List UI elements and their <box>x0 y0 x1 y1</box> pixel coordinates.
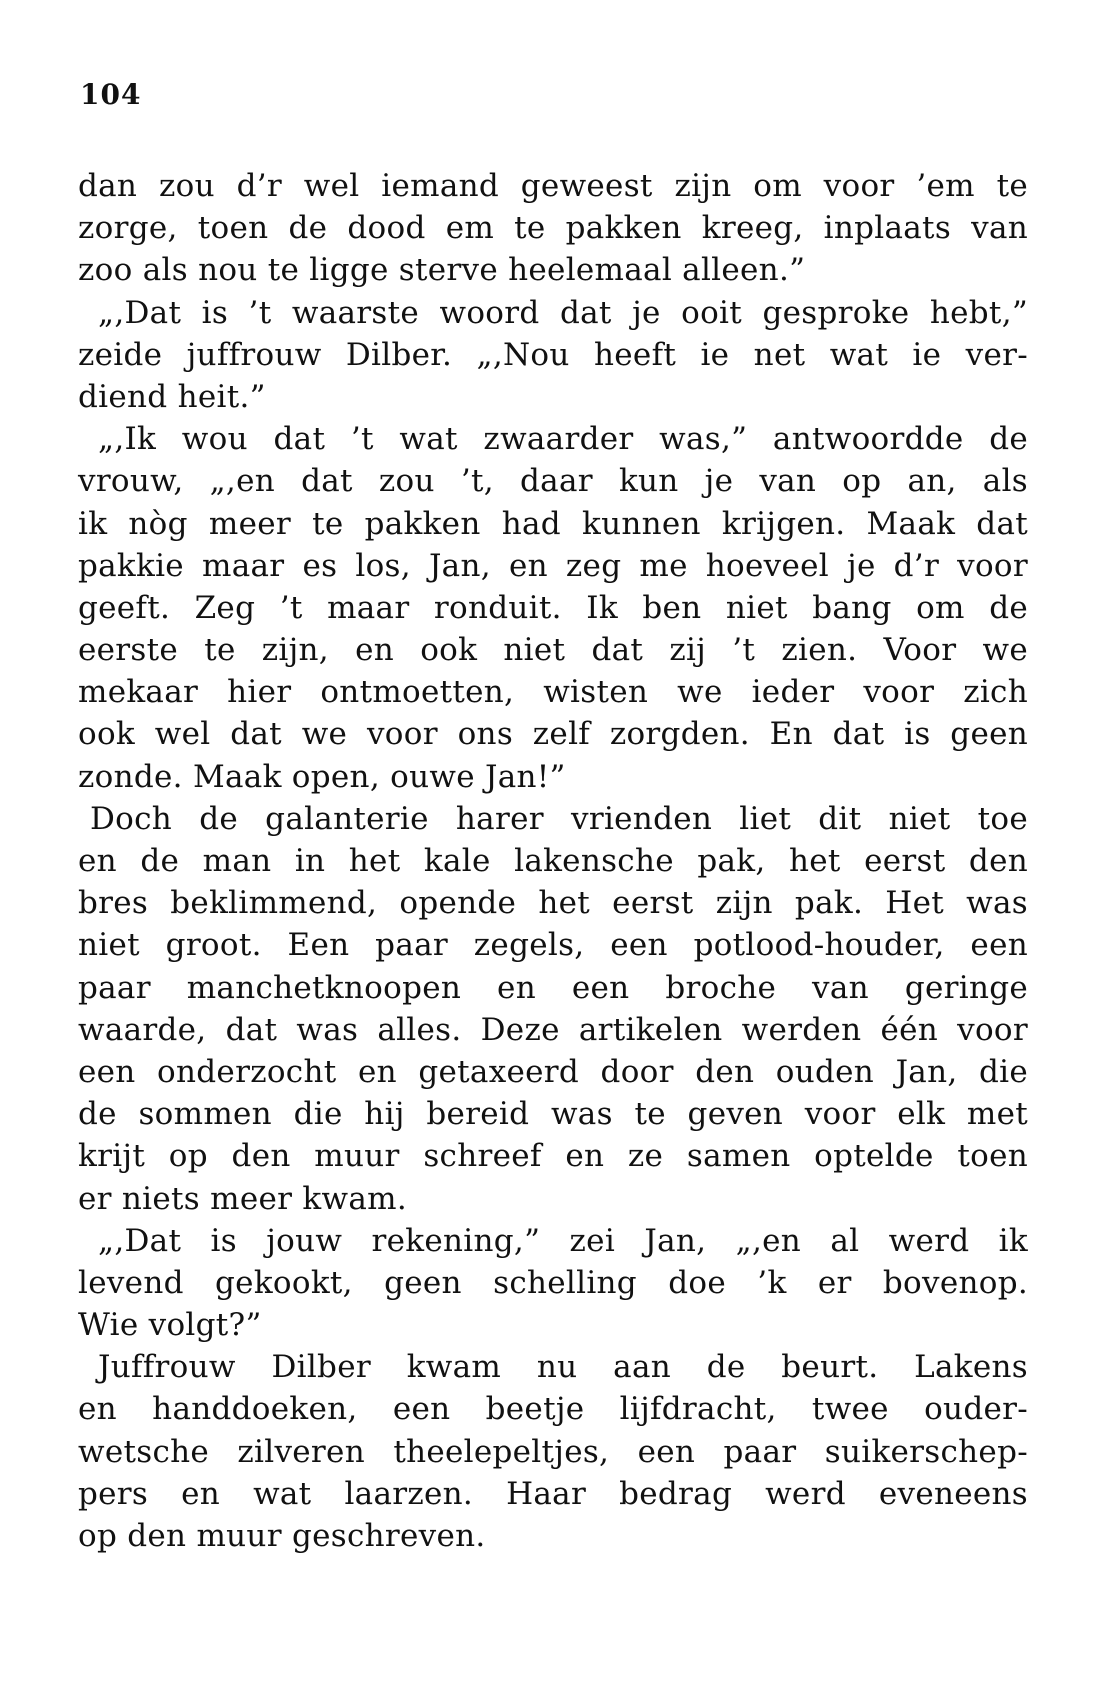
text-line: een onderzocht en getaxeerd door den ouden Jan, die <box>78 1053 1028 1090</box>
body-text <box>78 165 1028 1557</box>
text-line: en de man in het kale lakensche pak, het eerst den <box>78 843 1028 879</box>
text-line: zeide juffrouw Dilber. „,Nou heeft ie net wat ie ver- <box>78 336 1028 373</box>
text-line: en handdoeken, een beetje lijfdracht, twee ouder- <box>78 1391 1028 1428</box>
text-line: „,Dat is jouw rekening,” zei Jan, „,en al werd ik <box>98 1222 1028 1259</box>
text-line: „,Ik wou dat ’t wat zwaarder was,” antwoordde de <box>98 421 1028 458</box>
text-line: diend heit.” <box>78 378 266 415</box>
text-line: „,Dat is ’t waarste woord dat je ooit gesproke hebt,” <box>98 294 1028 331</box>
text-line: krijt op den muur schreef en ze samen optelde toen <box>78 1138 1028 1175</box>
text-line: Juffrouw Dilber kwam nu aan de beurt. Lakens <box>98 1349 1028 1386</box>
text-line: ik nòg meer te pakken had kunnen krijgen. Maak dat <box>78 505 1028 542</box>
text-line: wetsche zilveren theelepeltjes, een paar suikerschep- <box>78 1433 1028 1470</box>
text-line: Wie volgt?” <box>78 1307 262 1344</box>
text-line: bres beklimmend, opende het eerst zijn pak. Het was <box>78 885 1028 922</box>
text-line: geeft. Zeg ’t maar ronduit. Ik ben niet bang om de <box>78 589 1028 626</box>
text-line: zoo als nou te ligge sterve heelemaal alleen.” <box>78 252 806 289</box>
text-line: ook wel dat we voor ons zelf zorgden. En dat is geen <box>78 716 1028 753</box>
page-number: 104 <box>80 78 142 111</box>
text-line: eerste te zijn, en ook niet dat zij ’t zien. Voor we <box>78 632 1028 669</box>
text-line: levend gekookt, geen schelling doe ’k er bovenop. <box>78 1264 1028 1301</box>
text-line: waarde, dat was alles. Deze artikelen werden één voor <box>78 1011 1028 1048</box>
text-line: Doch de galanterie harer vrienden liet dit niet toe <box>90 800 1028 837</box>
text-line: zorge, toen de dood em te pakken kreeg, inplaats van <box>78 210 1028 247</box>
text-line: mekaar hier ontmoetten, wisten we ieder voor zich <box>78 674 1028 711</box>
text-line: paar manchetknoopen en een broche van geringe <box>78 969 1028 1006</box>
text-line: op den muur geschreven. <box>78 1518 486 1554</box>
text-line: zonde. Maak open, ouwe Jan!” <box>78 758 566 795</box>
text-line: pers en wat laarzen. Haar bedrag werd eveneens <box>78 1475 1028 1512</box>
text-line: niet groot. Een paar zegels, een potlood-houder, een <box>78 927 1028 964</box>
text-line: pakkie maar es los, Jan, en zeg me hoeveel je d’r voor <box>78 547 1028 584</box>
text-line: er niets meer kwam. <box>78 1180 407 1217</box>
text-line: dan zou d’r wel iemand geweest zijn om voor ’em te <box>78 168 1028 204</box>
text-line: vrouw, „,en dat zou ’t, daar kun je van op an, als <box>78 463 1028 500</box>
text-line: de sommen die hij bereid was te geven voor elk met <box>78 1096 1028 1133</box>
